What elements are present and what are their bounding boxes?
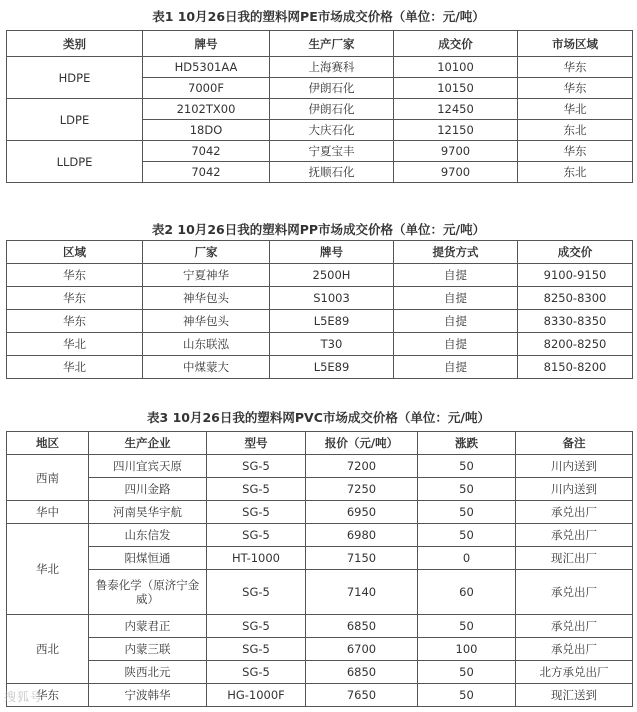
price-cell: 9700 — [394, 162, 518, 183]
maker-cell: 中煤蒙大 — [143, 356, 270, 379]
price-cell: 6980 — [306, 524, 418, 547]
column-header: 生产厂家 — [270, 31, 394, 57]
table-row — [7, 99, 633, 120]
company-cell: 山东信发 — [89, 524, 207, 547]
area-cell: 华中 — [7, 501, 89, 524]
grade-cell: HD5301AA — [143, 57, 270, 78]
model-cell: SG-5 — [207, 638, 306, 661]
pe-price-table — [6, 30, 633, 183]
company-cell: 阳煤恒通 — [89, 547, 207, 570]
price-cell: 9700 — [394, 141, 518, 162]
category-cell: LLDPE — [7, 141, 143, 183]
table-row — [7, 478, 633, 501]
pp-price-table — [6, 240, 633, 379]
company-cell: 内蒙三联 — [89, 638, 207, 661]
model-cell: SG-5 — [207, 478, 306, 501]
table-row — [7, 310, 633, 333]
model-cell: SG-5 — [207, 501, 306, 524]
table-row — [7, 638, 633, 661]
maker-cell: 大庆石化 — [270, 120, 394, 141]
column-header: 类别 — [7, 31, 143, 57]
company-cell: 宁波韩华 — [89, 684, 207, 707]
company-cell: 陕西北元 — [89, 661, 207, 684]
price-cell: 7250 — [306, 478, 418, 501]
price-cell: 10100 — [394, 57, 518, 78]
change-cell: 60 — [418, 570, 516, 615]
grade-cell: 18DO — [143, 120, 270, 141]
grade-cell: 7042 — [143, 162, 270, 183]
note-cell: 承兑出厂 — [516, 501, 633, 524]
model-cell: SG-5 — [207, 615, 306, 638]
header-row — [7, 241, 633, 264]
header-row — [7, 432, 633, 455]
column-header: 提货方式 — [394, 241, 518, 264]
table-row — [7, 547, 633, 570]
delivery-cell: 自提 — [394, 287, 518, 310]
area-cell: 华东 — [7, 684, 89, 707]
column-header: 区域 — [7, 241, 143, 264]
price-cell: 12450 — [394, 99, 518, 120]
pvc-price-table — [6, 431, 633, 707]
model-cell: HG-1000F — [207, 684, 306, 707]
table3-caption: 表3 10月26日我的塑料网PVC市场成交价格（单位：元/吨） — [147, 410, 490, 425]
table-row — [7, 287, 633, 310]
grade-cell: 7000F — [143, 78, 270, 99]
region-cell: 华东 — [7, 310, 143, 333]
delivery-cell: 自提 — [394, 264, 518, 287]
maker-cell: 抚顺石化 — [270, 162, 394, 183]
change-cell: 0 — [418, 547, 516, 570]
model-cell: SG-5 — [207, 524, 306, 547]
column-header: 报价（元/吨） — [306, 432, 418, 455]
price-cell: 6950 — [306, 501, 418, 524]
note-cell: 现汇出厂 — [516, 547, 633, 570]
region-cell: 华东 — [7, 264, 143, 287]
table-row — [7, 661, 633, 684]
change-cell: 50 — [418, 478, 516, 501]
region-cell: 东北 — [518, 120, 633, 141]
note-cell: 承兑出厂 — [516, 638, 633, 661]
category-cell: LDPE — [7, 99, 143, 141]
column-header: 市场区域 — [518, 31, 633, 57]
area-cell: 西北 — [7, 615, 89, 684]
watermark: 搜狐号 — [4, 690, 44, 704]
region-cell: 华北 — [7, 356, 143, 379]
price-cell: 8250-8300 — [518, 287, 633, 310]
maker-cell: 伊朗石化 — [270, 99, 394, 120]
company-cell: 四川宜宾天原 — [89, 455, 207, 478]
grade-cell: L5E89 — [270, 356, 394, 379]
region-cell: 华北 — [7, 333, 143, 356]
note-cell: 川内送到 — [516, 455, 633, 478]
note-cell: 承兑出厂 — [516, 615, 633, 638]
region-cell: 华东 — [7, 287, 143, 310]
price-cell: 7140 — [306, 570, 418, 615]
price-cell: 8150-8200 — [518, 356, 633, 379]
table-row — [7, 455, 633, 478]
note-cell: 承兑出厂 — [516, 570, 633, 615]
change-cell: 50 — [418, 524, 516, 547]
category-cell: HDPE — [7, 57, 143, 99]
maker-cell: 神华包头 — [143, 310, 270, 333]
change-cell: 50 — [418, 661, 516, 684]
region-cell: 华北 — [518, 99, 633, 120]
column-header: 地区 — [7, 432, 89, 455]
maker-cell: 山东联泓 — [143, 333, 270, 356]
delivery-cell: 自提 — [394, 356, 518, 379]
delivery-cell: 自提 — [394, 310, 518, 333]
maker-cell: 宁夏神华 — [143, 264, 270, 287]
delivery-cell: 自提 — [394, 333, 518, 356]
table-row — [7, 141, 633, 162]
table-row — [7, 684, 633, 707]
price-cell: 12150 — [394, 120, 518, 141]
note-cell: 承兑出厂 — [516, 524, 633, 547]
table-row — [7, 356, 633, 379]
company-cell: 河南昊华宇航 — [89, 501, 207, 524]
table-row — [7, 333, 633, 356]
region-cell: 华东 — [518, 57, 633, 78]
area-cell: 西南 — [7, 455, 89, 501]
table-row — [7, 570, 633, 615]
grade-cell: 2102TX00 — [143, 99, 270, 120]
grade-cell: 2500H — [270, 264, 394, 287]
table-row — [7, 615, 633, 638]
column-header: 生产企业 — [89, 432, 207, 455]
price-cell: 8330-8350 — [518, 310, 633, 333]
table-row — [7, 264, 633, 287]
change-cell: 100 — [418, 638, 516, 661]
table-row — [7, 524, 633, 547]
maker-cell: 宁夏宝丰 — [270, 141, 394, 162]
change-cell: 50 — [418, 684, 516, 707]
column-header: 厂家 — [143, 241, 270, 264]
change-cell: 50 — [418, 615, 516, 638]
note-cell: 现汇送到 — [516, 684, 633, 707]
maker-cell: 伊朗石化 — [270, 78, 394, 99]
column-header: 型号 — [207, 432, 306, 455]
note-cell: 北方承兑出厂 — [516, 661, 633, 684]
table-row — [7, 57, 633, 78]
price-cell: 7200 — [306, 455, 418, 478]
column-header: 成交价 — [394, 31, 518, 57]
model-cell: SG-5 — [207, 455, 306, 478]
column-header: 牌号 — [143, 31, 270, 57]
maker-cell: 神华包头 — [143, 287, 270, 310]
note-cell: 川内送到 — [516, 478, 633, 501]
change-cell: 50 — [418, 455, 516, 478]
company-cell: 鲁泰化学（原济宁金威） — [89, 570, 207, 615]
model-cell: SG-5 — [207, 661, 306, 684]
company-cell: 四川金路 — [89, 478, 207, 501]
region-cell: 华东 — [518, 141, 633, 162]
price-cell: 6850 — [306, 661, 418, 684]
maker-cell: 上海赛科 — [270, 57, 394, 78]
region-cell: 东北 — [518, 162, 633, 183]
model-cell: SG-5 — [207, 570, 306, 615]
company-cell: 内蒙君正 — [89, 615, 207, 638]
column-header: 牌号 — [270, 241, 394, 264]
table-row — [7, 501, 633, 524]
region-cell: 华东 — [518, 78, 633, 99]
table1-caption: 表1 10月26日我的塑料网PE市场成交价格（单位：元/吨） — [152, 9, 485, 24]
grade-cell: L5E89 — [270, 310, 394, 333]
price-cell: 8200-8250 — [518, 333, 633, 356]
model-cell: HT-1000 — [207, 547, 306, 570]
price-cell: 6700 — [306, 638, 418, 661]
grade-cell: 7042 — [143, 141, 270, 162]
grade-cell: T30 — [270, 333, 394, 356]
column-header: 涨跌 — [418, 432, 516, 455]
price-cell: 7150 — [306, 547, 418, 570]
price-cell: 7650 — [306, 684, 418, 707]
change-cell: 50 — [418, 501, 516, 524]
column-header: 备注 — [516, 432, 633, 455]
header-row — [7, 31, 633, 57]
grade-cell: S1003 — [270, 287, 394, 310]
column-header: 成交价 — [518, 241, 633, 264]
table2-caption: 表2 10月26日我的塑料网PP市场成交价格（单位：元/吨） — [151, 222, 486, 237]
price-cell: 6850 — [306, 615, 418, 638]
price-cell: 9100-9150 — [518, 264, 633, 287]
area-cell: 华北 — [7, 524, 89, 615]
price-cell: 10150 — [394, 78, 518, 99]
